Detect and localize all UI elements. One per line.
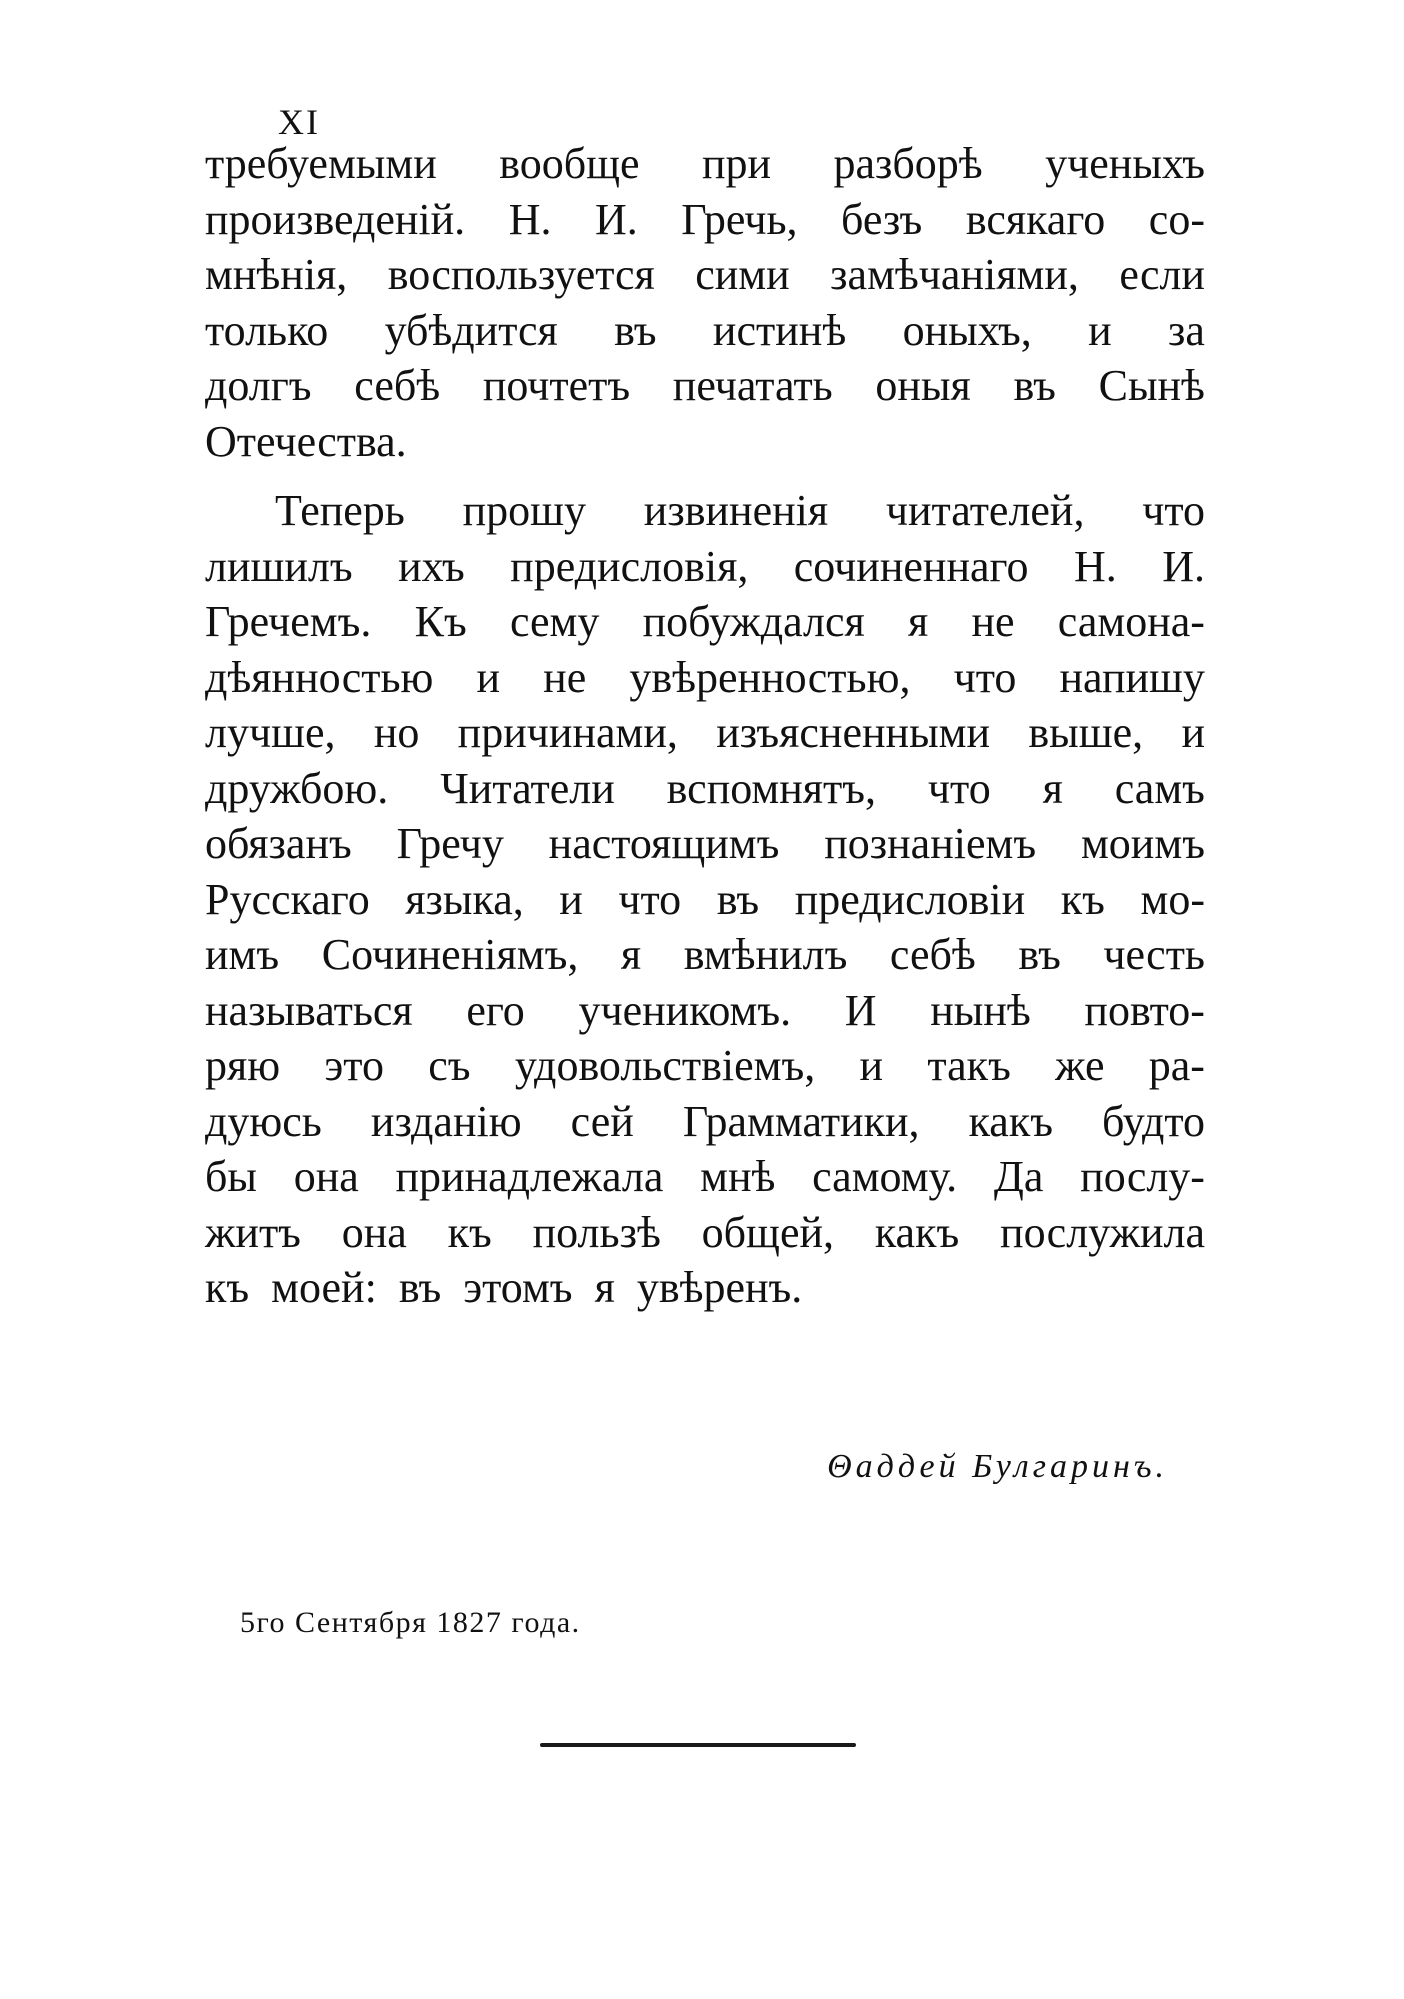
author-signature: Θаддей Булгаринъ. <box>827 1448 1168 1485</box>
text-line: ряю это съ удовольствіемъ, и такъ же ра- <box>205 1041 1205 1090</box>
text-line: къ моей: въ этомъ я увѣренъ. <box>205 1263 803 1312</box>
text-line: Теперь прошу извиненія читателей, что <box>275 486 1205 535</box>
text-line: требуемыми вообще при разборѣ ученыхъ <box>205 139 1205 188</box>
text-line: произведеній. Н. И. Гречь, безъ всякаго со- <box>205 194 1205 244</box>
date-line: 5го Сентября 1827 года. <box>240 1606 581 1639</box>
text-line: дѣянностью и не увѣренностью, что напишу <box>205 652 1205 702</box>
text-line: Гречемъ. Къ сему побуждался я не самона- <box>205 597 1205 646</box>
text-line: бы она принадлежала мнѣ самому. Да послу- <box>205 1152 1205 1201</box>
text-line: Русскаго языка, и что въ предисловіи къ мо- <box>205 874 1205 924</box>
text-line: дуюсь изданію сей Грамматики, какъ будто <box>205 1096 1205 1146</box>
text-line: Отечества. <box>205 416 407 466</box>
closing-rule <box>540 1743 856 1747</box>
text-line: лишилъ ихъ предисловія, сочиненнаго Н. И. <box>205 541 1205 591</box>
text-line: долгъ себѣ почтетъ печатать оныя въ Сынѣ <box>205 361 1205 410</box>
text-line: мнѣнія, воспользуется сими замѣчаніями, если <box>205 250 1205 299</box>
text-line: только убѣдится въ истинѣ оныхъ, и за <box>205 305 1205 355</box>
text-line: имъ Сочиненіямъ, я вмѣнилъ себѣ въ честь <box>205 930 1205 979</box>
text-line: обязанъ Гречу настоящимъ познаніемъ моимъ <box>205 819 1205 868</box>
text-line: называться его ученикомъ. И нынѣ повто- <box>205 985 1205 1035</box>
text-line: дружбою. Читатели вспомнятъ, что я самъ <box>205 763 1205 813</box>
text-line: лучше, но причинами, изъясненными выше, и <box>205 708 1205 757</box>
text-line: житъ она къ пользѣ общей, какъ послужила <box>205 1207 1205 1257</box>
page-number: XI <box>278 102 320 142</box>
